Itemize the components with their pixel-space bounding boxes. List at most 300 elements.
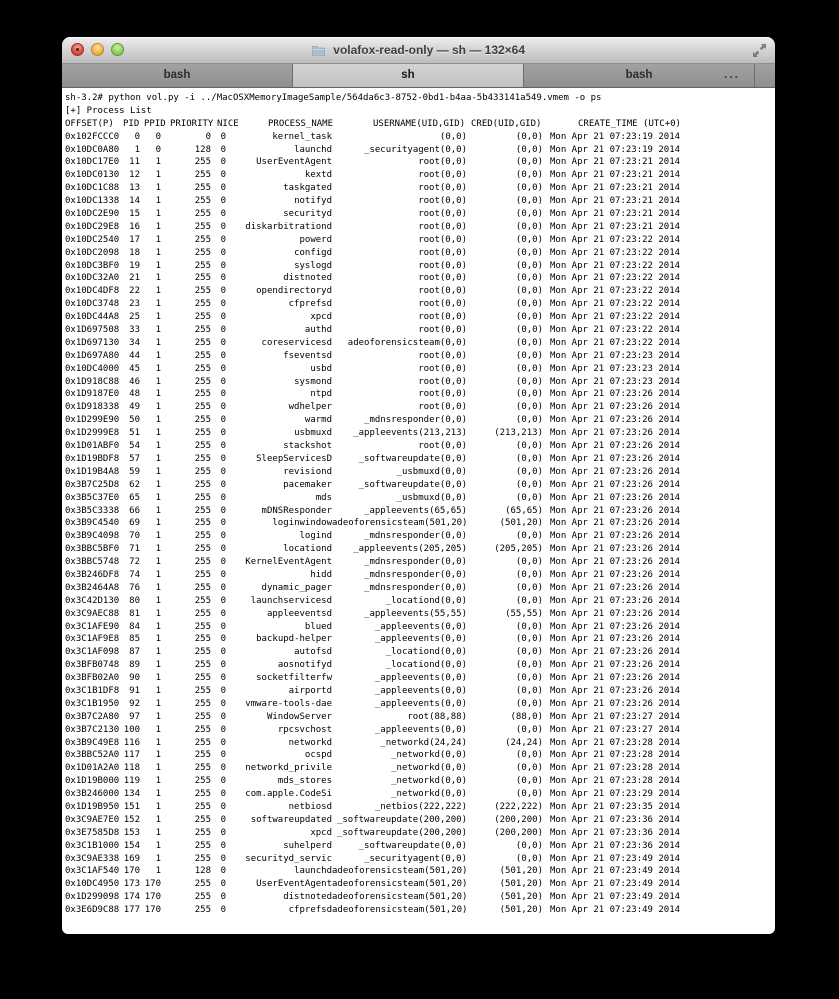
cell-cred: (0,0): [515, 441, 543, 452]
process-row: [62, 182, 775, 195]
cell-create-time: Mon Apr 21 07:23:49 2014: [550, 892, 681, 903]
cell-ppid: 170: [144, 879, 161, 890]
cell-nice: 0: [220, 698, 226, 709]
process-row: [62, 324, 775, 337]
cell-pid: 80: [129, 595, 140, 606]
cell-nice: 0: [220, 441, 226, 452]
cell-username: root(0,0): [418, 273, 467, 284]
cell-username: adeoforensicsteam(501,20): [332, 905, 468, 916]
column-header: NICE: [217, 118, 239, 129]
cell-create-time: Mon Apr 21 07:23:35 2014: [550, 801, 681, 812]
cell-create-time: Mon Apr 21 07:23:22 2014: [550, 325, 681, 336]
cell-ppid: 1: [155, 840, 161, 851]
cell-process-name: autofsd: [294, 647, 332, 658]
cell-cred: (0,0): [515, 260, 543, 271]
cell-create-time: Mon Apr 21 07:23:27 2014: [550, 711, 681, 722]
cell-process-name: notifyd: [294, 196, 332, 207]
cell-nice: 0: [220, 660, 226, 671]
cell-process-name: socketfilterfw: [256, 673, 332, 684]
cell-cred: (222,222): [494, 801, 543, 812]
cell-create-time: Mon Apr 21 07:23:26 2014: [550, 389, 681, 400]
cell-priority: 255: [194, 698, 211, 709]
cell-process-name: backupd-helper: [256, 634, 332, 645]
cell-create-time: Mon Apr 21 07:23:22 2014: [550, 234, 681, 245]
cell-process-name: mDNSResponder: [261, 505, 332, 516]
cell-process-name: configd: [294, 247, 332, 258]
cell-pid: 62: [129, 479, 140, 490]
tab-bash-0[interactable]: bash: [62, 64, 293, 87]
process-row: [62, 891, 775, 904]
cell-priority: 255: [194, 814, 211, 825]
cell-create-time: Mon Apr 21 07:23:28 2014: [550, 763, 681, 774]
cell-pid: 34: [129, 337, 140, 348]
process-row: [62, 247, 775, 260]
cell-pid: 116: [123, 737, 140, 748]
column-header-row: [62, 118, 775, 131]
cell-offset: 0x1D2999E8: [65, 428, 120, 439]
cell-nice: 0: [220, 569, 226, 580]
process-row: [62, 646, 775, 659]
cell-process-name: loginwindow: [272, 518, 332, 529]
cell-create-time: Mon Apr 21 07:23:26 2014: [550, 544, 681, 555]
cell-create-time: Mon Apr 21 07:23:26 2014: [550, 595, 681, 606]
cell-cred: (0,0): [515, 312, 543, 323]
process-row: [62, 737, 775, 750]
cell-cred: (0,0): [515, 144, 543, 155]
cell-pid: 33: [129, 325, 140, 336]
process-row: [62, 724, 775, 737]
cell-priority: 255: [194, 724, 211, 735]
cell-create-time: Mon Apr 21 07:23:26 2014: [550, 415, 681, 426]
cell-username: root(0,0): [418, 363, 467, 374]
cell-cred: (0,0): [515, 389, 543, 400]
cell-create-time: Mon Apr 21 07:23:29 2014: [550, 789, 681, 800]
cell-priority: 128: [194, 144, 211, 155]
cell-priority: 255: [194, 312, 211, 323]
terminal-window: [62, 37, 775, 934]
cell-cred: (501,20): [499, 866, 543, 877]
cell-create-time: Mon Apr 21 07:23:22 2014: [550, 286, 681, 297]
cell-pid: 48: [129, 389, 140, 400]
cell-cred: (0,0): [515, 325, 543, 336]
process-row: [62, 505, 775, 518]
column-header: CRED(UID,GID): [471, 118, 542, 129]
cell-ppid: 1: [155, 157, 161, 168]
cell-create-time: Mon Apr 21 07:23:21 2014: [550, 183, 681, 194]
cell-create-time: Mon Apr 21 07:23:28 2014: [550, 750, 681, 761]
cell-pid: 66: [129, 505, 140, 516]
cell-ppid: 1: [155, 776, 161, 787]
process-row: [62, 556, 775, 569]
cell-pid: 169: [123, 853, 140, 864]
cell-priority: 255: [194, 647, 211, 658]
cell-username: _softwareupdate(0,0): [358, 840, 467, 851]
cell-cred: (0,0): [515, 789, 543, 800]
cell-priority: 255: [194, 763, 211, 774]
column-header: PPID: [144, 118, 166, 129]
cell-cred: (0,0): [515, 492, 543, 503]
cell-pid: 44: [129, 350, 140, 361]
cell-cred: (213,213): [494, 428, 543, 439]
cell-cred: (0,0): [515, 234, 543, 245]
process-row: [62, 144, 775, 157]
cell-create-time: Mon Apr 21 07:23:26 2014: [550, 634, 681, 645]
cell-nice: 0: [220, 801, 226, 812]
tab-overflow-indicator[interactable]: ...: [724, 67, 741, 81]
process-row: [62, 272, 775, 285]
cell-offset: 0x3E7585D8: [65, 827, 120, 838]
cell-cred: (0,0): [515, 466, 543, 477]
window-title: [62, 37, 775, 63]
process-table: [62, 131, 775, 917]
cell-ppid: 1: [155, 337, 161, 348]
cell-create-time: Mon Apr 21 07:23:21 2014: [550, 209, 681, 220]
cell-ppid: 170: [144, 892, 161, 903]
cell-offset: 0x3C9AEC88: [65, 608, 120, 619]
cell-cred: (0,0): [515, 634, 543, 645]
cell-pid: 0: [134, 131, 140, 142]
process-row: [62, 788, 775, 801]
cell-priority: 255: [194, 234, 211, 245]
cell-process-name: locationd: [283, 544, 332, 555]
cell-pid: 12: [129, 170, 140, 181]
cell-pid: 177: [123, 905, 140, 916]
cell-cred: (205,205): [494, 544, 543, 555]
cell-offset: 0x3B9C4540: [65, 518, 120, 529]
cell-priority: 255: [194, 905, 211, 916]
cell-pid: 76: [129, 582, 140, 593]
cell-offset: 0x3C1B1000: [65, 840, 120, 851]
cell-nice: 0: [220, 389, 226, 400]
cell-priority: 255: [194, 673, 211, 684]
cell-priority: 255: [194, 569, 211, 580]
resize-fullscreen-icon[interactable]: [752, 43, 767, 63]
cell-cred: (0,0): [515, 595, 543, 606]
cell-create-time: Mon Apr 21 07:23:22 2014: [550, 337, 681, 348]
cell-nice: 0: [220, 312, 226, 323]
cell-nice: 0: [220, 724, 226, 735]
cell-priority: 255: [194, 621, 211, 632]
cell-ppid: 1: [155, 737, 161, 748]
cell-cred: (0,0): [515, 531, 543, 542]
cell-username: _mdnsresponder(0,0): [364, 531, 467, 542]
cell-cred: (0,0): [515, 415, 543, 426]
cell-process-name: SleepServicesD: [256, 453, 332, 464]
cell-username: root(0,0): [418, 350, 467, 361]
cell-priority: 255: [194, 170, 211, 181]
cell-cred: (0,0): [515, 750, 543, 761]
process-row: [62, 762, 775, 775]
cell-process-name: ntpd: [310, 389, 332, 400]
cell-nice: 0: [220, 376, 226, 387]
cell-username: _softwareupdate(200,200): [336, 814, 467, 825]
cell-ppid: 1: [155, 247, 161, 258]
cell-create-time: Mon Apr 21 07:23:21 2014: [550, 170, 681, 181]
cell-nice: 0: [220, 866, 226, 877]
cell-username: root(88,88): [407, 711, 467, 722]
cell-ppid: 1: [155, 492, 161, 503]
cell-priority: 255: [194, 337, 211, 348]
cell-offset: 0x3BBC52A0: [65, 750, 120, 761]
cell-priority: 128: [194, 866, 211, 877]
cell-offset: 0x10DC2098: [65, 247, 120, 258]
cell-create-time: Mon Apr 21 07:23:22 2014: [550, 260, 681, 271]
cell-cred: (0,0): [515, 582, 543, 593]
process-row: [62, 711, 775, 724]
process-row: [62, 156, 775, 169]
cell-create-time: Mon Apr 21 07:23:19 2014: [550, 144, 681, 155]
cell-ppid: 1: [155, 518, 161, 529]
cell-process-name: ocspd: [304, 750, 332, 761]
cell-process-name: distnoted: [283, 273, 332, 284]
cell-cred: (0,0): [515, 840, 543, 851]
process-row: [62, 285, 775, 298]
cell-cred: (0,0): [515, 453, 543, 464]
cell-pid: 174: [123, 892, 140, 903]
cell-process-name: xpcd: [310, 827, 332, 838]
cell-create-time: Mon Apr 21 07:23:26 2014: [550, 698, 681, 709]
cell-nice: 0: [220, 221, 226, 232]
cell-ppid: 1: [155, 234, 161, 245]
cell-process-name: UserEventAgent: [256, 879, 332, 890]
cell-process-name: stackshot: [283, 441, 332, 452]
cell-process-name: powerd: [299, 234, 332, 245]
cell-create-time: Mon Apr 21 07:23:49 2014: [550, 905, 681, 916]
cell-ppid: 1: [155, 698, 161, 709]
cell-nice: 0: [220, 621, 226, 632]
cell-ppid: 1: [155, 557, 161, 568]
cell-pid: 22: [129, 286, 140, 297]
command-line: sh-3.2# python vol.py -i ../MacOSXMemoryImageSample/564da6c3-8752-0bd1-b4aa-5b433141a549.vmem -o ps: [65, 93, 602, 103]
cell-username: root(0,0): [418, 260, 467, 271]
cell-offset: 0x3BBC5BF0: [65, 544, 120, 555]
cell-username: root(0,0): [418, 402, 467, 413]
cell-pid: 19: [129, 260, 140, 271]
process-row: [62, 466, 775, 479]
cell-priority: 255: [194, 453, 211, 464]
cell-ppid: 1: [155, 544, 161, 555]
process-row: [62, 388, 775, 401]
cell-offset: 0x3C1B1DF8: [65, 685, 120, 696]
cell-pid: 170: [123, 866, 140, 877]
cell-pid: 74: [129, 569, 140, 580]
cell-ppid: 1: [155, 866, 161, 877]
cell-offset: 0x10DC17E0: [65, 157, 120, 168]
cell-ppid: 1: [155, 479, 161, 490]
cell-priority: 255: [194, 840, 211, 851]
cell-nice: 0: [220, 170, 226, 181]
cell-priority: 255: [194, 518, 211, 529]
cell-pid: 69: [129, 518, 140, 529]
cell-username: _appleevents(65,65): [364, 505, 467, 516]
cell-ppid: 1: [155, 350, 161, 361]
cell-pid: 118: [123, 763, 140, 774]
cell-ppid: 1: [155, 428, 161, 439]
cell-priority: 255: [194, 196, 211, 207]
cell-ppid: 1: [155, 376, 161, 387]
cell-create-time: Mon Apr 21 07:23:26 2014: [550, 647, 681, 658]
cell-pid: 46: [129, 376, 140, 387]
cell-cred: (0,0): [515, 647, 543, 658]
cell-ppid: 1: [155, 711, 161, 722]
cell-priority: 255: [194, 531, 211, 542]
cell-offset: 0x10DC1338: [65, 196, 120, 207]
cell-offset: 0x1D697130: [65, 337, 120, 348]
cell-username: root(0,0): [418, 221, 467, 232]
cell-cred: (200,200): [494, 814, 543, 825]
cell-ppid: 1: [155, 441, 161, 452]
cell-process-name: mds: [315, 492, 332, 503]
cell-username: adeoforensicsteam(501,20): [332, 892, 468, 903]
process-row: [62, 814, 775, 827]
cell-nice: 0: [220, 763, 226, 774]
cell-process-name: securityd_servic: [245, 853, 332, 864]
cell-priority: 255: [194, 363, 211, 374]
cell-pid: 87: [129, 647, 140, 658]
process-row: [62, 608, 775, 621]
cell-process-name: rpcsvchost: [277, 724, 332, 735]
cell-pid: 23: [129, 299, 140, 310]
process-row: [62, 569, 775, 582]
cell-username: _usbmuxd(0,0): [396, 466, 467, 477]
cell-process-name: authd: [304, 325, 332, 336]
cell-pid: 97: [129, 711, 140, 722]
cell-process-name: usbmuxd: [294, 428, 332, 439]
cell-priority: 255: [194, 389, 211, 400]
cell-username: root(0,0): [418, 247, 467, 258]
cell-nice: 0: [220, 247, 226, 258]
process-row: [62, 169, 775, 182]
cell-priority: 255: [194, 415, 211, 426]
cell-pid: 153: [123, 827, 140, 838]
process-row: [62, 827, 775, 840]
cell-process-name: appleeventsd: [266, 608, 332, 619]
cell-pid: 91: [129, 685, 140, 696]
cell-offset: 0x3C1B1950: [65, 698, 120, 709]
cell-ppid: 1: [155, 286, 161, 297]
cell-ppid: 1: [155, 209, 161, 220]
process-row: [62, 749, 775, 762]
folder-icon: [312, 39, 325, 65]
cell-nice: 0: [220, 209, 226, 220]
cell-pid: 65: [129, 492, 140, 503]
cell-offset: 0x1D19B000: [65, 776, 120, 787]
cell-offset: 0x10DC2540: [65, 234, 120, 245]
cell-username: _mdnsresponder(0,0): [364, 582, 467, 593]
cell-ppid: 1: [155, 505, 161, 516]
cell-pid: 154: [123, 840, 140, 851]
cell-ppid: 1: [155, 569, 161, 580]
cell-pid: 71: [129, 544, 140, 555]
cell-cred: (0,0): [515, 247, 543, 258]
title-bar[interactable]: [62, 37, 775, 64]
cell-username: _networkd(0,0): [391, 776, 467, 787]
cell-cred: (0,0): [515, 853, 543, 864]
cell-pid: 17: [129, 234, 140, 245]
cell-pid: 54: [129, 441, 140, 452]
cell-offset: 0x1D299E90: [65, 415, 120, 426]
cell-process-name: softwareupdated: [250, 814, 332, 825]
process-row: [62, 878, 775, 891]
cell-priority: 255: [194, 325, 211, 336]
cell-ppid: 1: [155, 402, 161, 413]
cell-process-name: kextd: [304, 170, 332, 181]
tab-sh-1[interactable]: sh: [293, 64, 524, 87]
cell-offset: 0x1D01ABF0: [65, 441, 120, 452]
cell-create-time: Mon Apr 21 07:23:49 2014: [550, 879, 681, 890]
cell-cred: (0,0): [515, 660, 543, 671]
cell-username: root(0,0): [418, 234, 467, 245]
cell-create-time: Mon Apr 21 07:23:23 2014: [550, 363, 681, 374]
cell-process-name: xpcd: [310, 312, 332, 323]
process-row: [62, 775, 775, 788]
cell-nice: 0: [220, 415, 226, 426]
process-row: [62, 311, 775, 324]
tab-bash-2[interactable]: bash: [524, 64, 755, 87]
process-row: [62, 440, 775, 453]
cell-pid: 14: [129, 196, 140, 207]
cell-offset: 0x10DC4950: [65, 879, 120, 890]
cell-nice: 0: [220, 363, 226, 374]
cell-username: _networkd(24,24): [380, 737, 467, 748]
cell-priority: 255: [194, 247, 211, 258]
cell-username: _networkd(0,0): [391, 789, 467, 800]
cell-priority: 255: [194, 428, 211, 439]
cell-process-name: warmd: [304, 415, 332, 426]
cell-nice: 0: [220, 337, 226, 348]
cell-priority: 255: [194, 479, 211, 490]
cell-ppid: 1: [155, 415, 161, 426]
cell-offset: 0x10DC4000: [65, 363, 120, 374]
cell-create-time: Mon Apr 21 07:23:36 2014: [550, 840, 681, 851]
column-header: PROCESS_NAME: [268, 118, 334, 129]
cell-process-name: networkd_privile: [245, 763, 332, 774]
process-row: [62, 543, 775, 556]
cell-process-name: hidd: [310, 569, 332, 580]
process-row: [62, 492, 775, 505]
cell-pid: 59: [129, 466, 140, 477]
cell-create-time: Mon Apr 21 07:23:26 2014: [550, 685, 681, 696]
cell-priority: 255: [194, 660, 211, 671]
terminal-output[interactable]: [62, 88, 775, 934]
process-row: [62, 672, 775, 685]
cell-create-time: Mon Apr 21 07:23:26 2014: [550, 557, 681, 568]
cell-offset: 0x10DC1C88: [65, 183, 120, 194]
cell-priority: 255: [194, 544, 211, 555]
cell-pid: 90: [129, 673, 140, 684]
cell-cred: (0,0): [515, 402, 543, 413]
process-row: [62, 337, 775, 350]
cell-ppid: 1: [155, 763, 161, 774]
cell-nice: 0: [220, 789, 226, 800]
cell-ppid: 1: [155, 685, 161, 696]
cell-nice: 0: [220, 879, 226, 890]
column-header: OFFSET(P): [65, 118, 114, 129]
cell-create-time: Mon Apr 21 07:23:26 2014: [550, 441, 681, 452]
cell-offset: 0x10DC3BF0: [65, 260, 120, 271]
process-row: [62, 904, 775, 917]
cell-priority: 255: [194, 466, 211, 477]
cell-pid: 92: [129, 698, 140, 709]
cell-process-name: aosnotifyd: [277, 660, 332, 671]
cell-offset: 0x1D9187E0: [65, 389, 120, 400]
cell-nice: 0: [220, 827, 226, 838]
cell-ppid: 1: [155, 221, 161, 232]
cell-nice: 0: [220, 557, 226, 568]
cell-username: _softwareupdate(0,0): [358, 453, 467, 464]
cell-pid: 18: [129, 247, 140, 258]
cell-process-name: kernel_task: [272, 131, 332, 142]
